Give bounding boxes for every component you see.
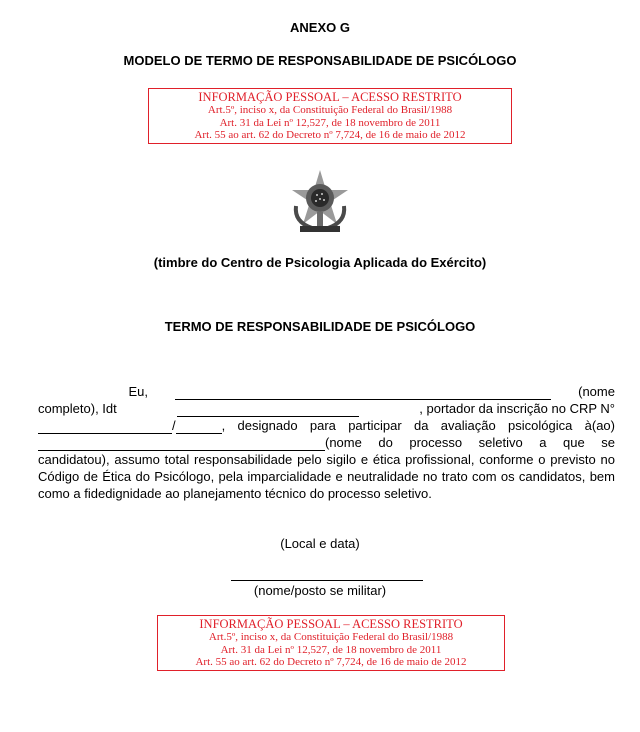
notice-heading: INFORMAÇÃO PESSOAL – ACESSO RESTRITO — [198, 90, 462, 104]
signature-label: (nome/posto se militar) — [253, 583, 387, 598]
eu-label: Eu, — [128, 384, 148, 399]
notice-line: Art. 31 da Lei nº 12,527, de 18 novembro de 2011 — [220, 643, 442, 656]
notice-line: Art. 31 da Lei nº 12,527, de 18 novembro de 2011 — [219, 116, 441, 129]
designado-label: , designado para participar da avaliação psicológica à(ao) — [221, 418, 615, 433]
notice-line: Art.5º, inciso x, da Constituição Federal do Brasil/1988 — [208, 631, 454, 643]
processo-label: (nome do processo seletivo a que se — [325, 435, 615, 450]
annex-label: ANEXO G — [290, 20, 350, 35]
slash: / — [172, 418, 176, 433]
portador-label: , portador da inscrição no CRP N° — [419, 401, 615, 416]
term-title: TERMO DE RESPONSABILIDADE DE PSICÓLOGO — [164, 319, 476, 334]
responsibility-paragraph: candidatou), assumo total responsabilidade pelo sigilo e ética profissional, conforme o previsto no Código de Ética do Psicólogo, pela imparcialidade e neutralidade no trato com os candidatos, bem como a fidedignidade ao planejamento técnico do processo seletivo. — [38, 452, 615, 501]
form-body — [38, 383, 615, 502]
form-row-4 — [38, 434, 615, 451]
notice-line: Art. 55 ao art. 62 do Decreto nº 7,724, de 16 de maio de 2012 — [195, 656, 467, 668]
completo-idt-label: completo), Idt — [38, 401, 117, 416]
processo-blank[interactable] — [38, 438, 325, 451]
name-blank[interactable] — [175, 387, 551, 400]
signature-line — [231, 580, 423, 581]
nome-label: (nome — [578, 384, 615, 399]
timbre-text: (timbre do Centro de Psicologia Aplicada do Exército) — [153, 255, 487, 270]
form-row-3 — [38, 417, 615, 434]
crp-blank-2[interactable] — [176, 421, 222, 434]
notice-line: Art.5º, inciso x, da Constituição Federal do Brasil/1988 — [207, 104, 453, 116]
form-row-2 — [38, 400, 615, 417]
restricted-notice-bottom — [157, 615, 505, 671]
coat-of-arms-icon — [286, 168, 354, 236]
crp-blank-1[interactable] — [38, 421, 172, 434]
form-row-1 — [38, 383, 615, 400]
idt-blank[interactable] — [177, 404, 359, 417]
restricted-notice-top — [148, 88, 512, 144]
local-data: (Local e data) — [280, 536, 360, 551]
model-title: MODELO DE TERMO DE RESPONSABILIDADE DE PSICÓLOGO — [123, 53, 517, 68]
notice-heading: INFORMAÇÃO PESSOAL – ACESSO RESTRITO — [199, 617, 463, 631]
notice-line: Art. 55 ao art. 62 do Decreto nº 7,724, de 16 de maio de 2012 — [194, 129, 466, 141]
